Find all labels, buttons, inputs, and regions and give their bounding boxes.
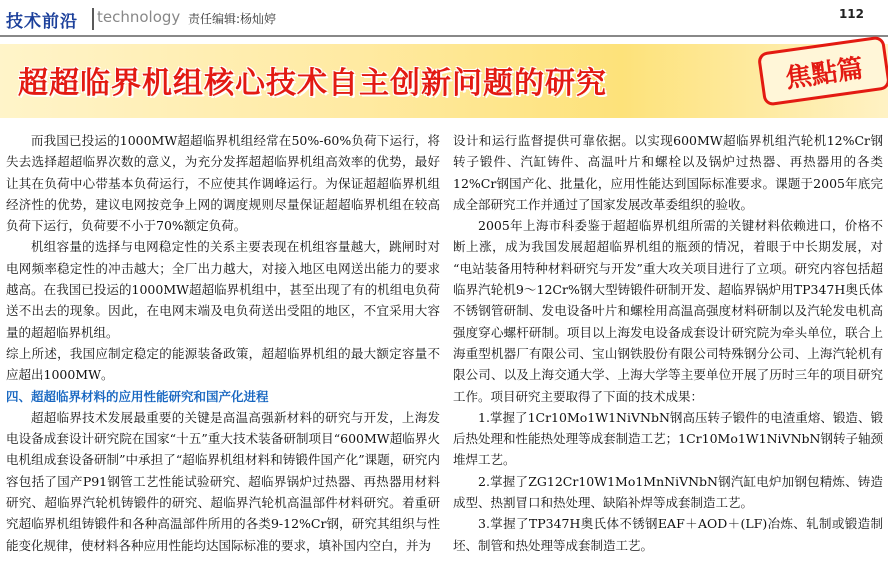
page-header: [0, 0, 888, 36]
article-title: 超超临界机组核心技术自主创新问题的研究: [18, 66, 607, 101]
section-english-label: technology: [97, 8, 181, 26]
editor-credit: 责任编辑:杨灿婷: [188, 12, 277, 26]
paragraph: 2005年上海市科委鉴于超超临界机组所需的关键材料依赖进口，价格不断上涨，成为我国发展超超临界机组的瓶颈的情况，着眼于中长期发展，对 “电站装备用特种材料研究与开发”重大攻关项目进行了立项。研究内容包括超临界汽轮机9～12Cr%钢大型铸锻件研制开发、超临界锅炉用TP347H奥氏体不锈钢管研制、发电设备叶片和螺栓用高温高强度材料研制以及汽轮发电机高强度穿心螺杆研制。项目以上海发电设备成套设计研究院为牵头单位，联合上海重型机器厂有限公司、宝山钢铁股份有限公司特殊钢分公司、上海汽轮机有限公司、以及上海交通大学、上海大学等主要单位开展了历时三年的项目研究工作。项目研究主要取得了下面的技术成果：: [453, 218, 883, 404]
paragraph: 机组容量的选择与电网稳定性的关系主要表现在机组容量越大，跳闸时对电网频率稳定性的冲击越大；全厂出力越大，对接入地区电网送出能力的要求越高。在我国已投运的1000MW超超临界机组中，甚至出现了有的机组电负荷送不出去的现象。因此，在电网末端及电负荷送出受阻的地区，不宜采用大容量的超超临界机组。: [6, 239, 440, 340]
section-heading: 四、超超临界材料的应用性能研究和国产化进程: [6, 388, 269, 404]
paragraph: 而我国已投运的1000MW超超临界机组经常在50%-60%负荷下运行，将失去选择超超临界次数的意义，为充分发挥超超临界机组高效率的优势，最好让其在负荷中心带基本负荷运行，不应使其作调峰运行。为保证超超临界机组经济性的优势，建议电网按竞争上网的调度规则尽量保证超超临界机组在较高负荷下运行，负荷要不小于70%额定负荷。: [6, 133, 440, 234]
section-tag: 技术前沿: [6, 12, 78, 32]
header-rule: [0, 35, 888, 37]
paragraph: 综上所述，我国应制定稳定的能源装备政策，超超临界机组的最大额定容量不应超出1000MW。: [6, 345, 440, 383]
list-item: 2.掌握了ZG12Cr10W1Mo1MnNiVNbN钢汽缸电炉加钢包精炼、铸造成型、热割冒口和热处理、缺陷补焊等成套制造工艺。: [453, 473, 883, 511]
left-column: [6, 130, 440, 556]
feature-stamp: 焦點篇: [757, 35, 888, 106]
title-area: [0, 44, 888, 124]
page-number: 112: [838, 7, 864, 21]
list-item: 3.掌握了TP347H奥氏体不锈钢EAF＋AOD＋(LF)冶炼、轧制或锻造制坯、制管和热处理等成套制造工艺。: [453, 516, 883, 553]
header-divider: [92, 8, 94, 30]
right-column: [453, 130, 883, 556]
paragraph: 设计和运行监督提供可靠依据。以实现600MW超临界机组汽轮机12%Cr钢转子锻件、汽缸铸件、高温叶片和螺栓以及锅炉过热器、再热器用的各类12%Cr钢国产化、批量化，应用性能达到国际标准要求。课题于2005年底完成全部研究工作并通过了国家发展改革委组织的验收。: [453, 133, 883, 212]
list-item: 1.掌握了1Cr10Mo1W1NiVNbN钢高压转子锻件的电渣重熔、锻造、锻后热处理和性能热处理等成套制造工艺；1Cr10Mo1W1NiVNbN钢转子轴颈堆焊工艺。: [453, 409, 883, 468]
paragraph: 超超临界技术发展最重要的关键是高温高强新材料的研究与开发，上海发电设备成套设计研究院在国家“十五”重大技术装备研制项目“600MW超临界火电机组成套设备研制”中承担了“超临界机组材料和铸锻件国产化”课题，研究内容包括了国产P91钢管工艺性能试验研究、超临界锅炉过热器、再热器用材料研究、超临界汽轮机铸锻件的研究、超临界汽轮机高温部件材料研究。着重研究超临界机组铸锻件和各种高温部件所用的各类9-12%Cr钢，研究其组织与性能变化规律，使材料各种应用性能均达国际标准的要求，填补国内空白，并为: [6, 409, 440, 553]
